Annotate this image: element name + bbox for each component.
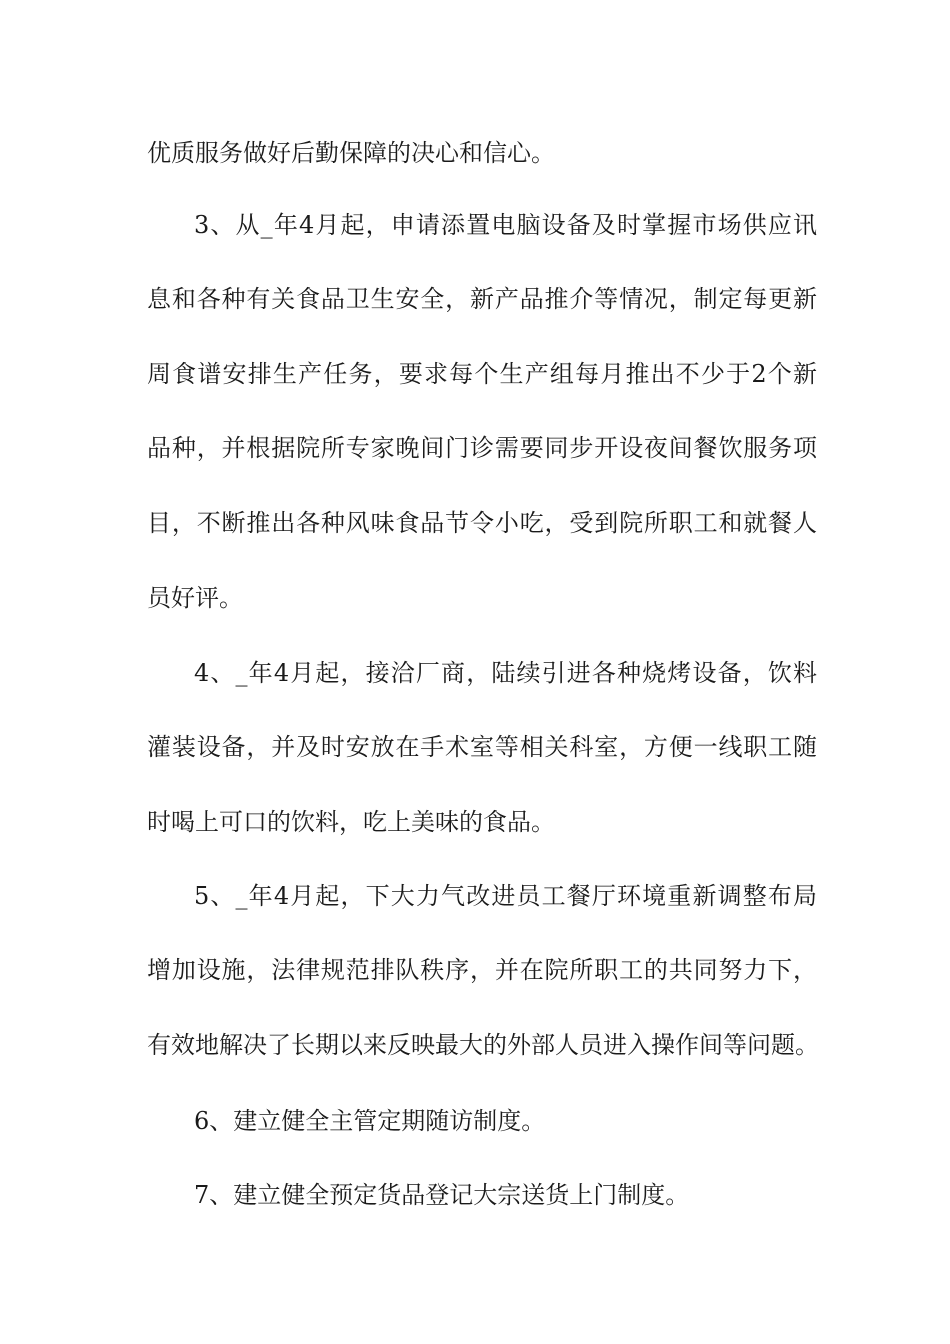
paragraph-line: 6、建立健全主管定期随访制度。	[194, 1107, 546, 1135]
paragraph-line: 7、建立健全预定货品登记大宗送货上门制度。	[194, 1181, 690, 1209]
paragraph-line: 目，不断推出各种风味食品节令小吃，受到院所职工和就餐人	[147, 509, 817, 537]
paragraph-line: 时喝上可口的饮料，吃上美味的食品。	[147, 808, 555, 836]
paragraph-line: 品种，并根据院所专家晚间门诊需要同步开设夜间餐饮服务项	[147, 434, 817, 462]
paragraph-line: 4、_年4月起，接洽厂商，陆续引进各种烧烤设备，饮料	[194, 659, 817, 687]
paragraph-line: 息和各种有关食品卫生安全，新产品推介等情况，制定每更新	[147, 285, 817, 313]
paragraph-line: 有效地解决了长期以来反映最大的外部人员进入操作间等问题。	[147, 1031, 819, 1059]
paragraph-line: 灌装设备，并及时安放在手术室等相关科室，方便一线职工随	[147, 733, 817, 761]
paragraph-line: 3、从_年4月起，申请添置电脑设备及时掌握市场供应讯	[194, 211, 817, 239]
paragraph-line: 周食谱安排生产任务，要求每个生产组每月推出不少于2个新	[147, 360, 817, 388]
paragraph-line: 员好评。	[147, 584, 243, 612]
paragraph-line: 5、_年4月起，下大力气改进员工餐厅环境重新调整布局	[194, 882, 817, 910]
paragraph-line: 优质服务做好后勤保障的决心和信心。	[147, 139, 555, 167]
paragraph-line: 增加设施，法律规范排队秩序，并在院所职工的共同努力下，	[147, 956, 817, 984]
